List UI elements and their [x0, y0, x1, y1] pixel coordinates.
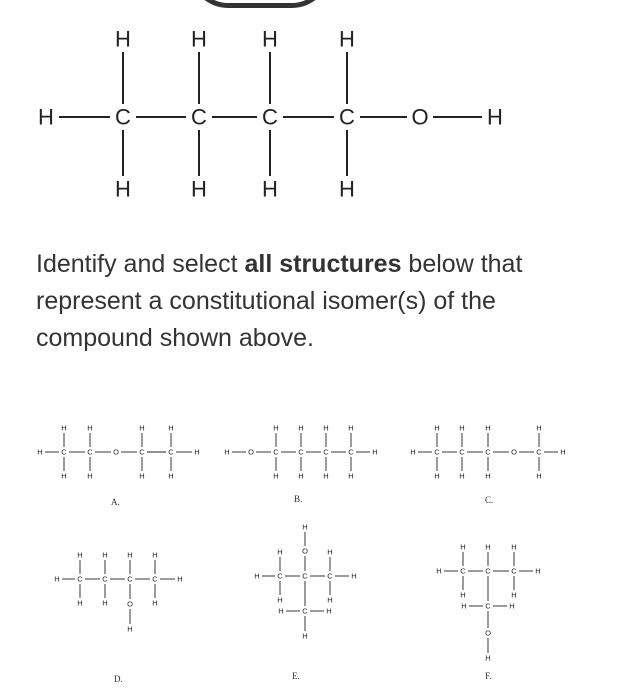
opt-b-atom-h: H: [224, 447, 230, 457]
opt-c-atom-h: H: [536, 423, 542, 433]
opt-a-atom-h: H: [87, 423, 93, 433]
main-atom-h: H: [38, 104, 54, 130]
opt-a-atom-h: H: [168, 423, 174, 433]
opt-a-atom-c: C: [168, 447, 174, 457]
opt-e-atom-h: H: [327, 547, 333, 557]
opt-e-atom-h: H: [277, 547, 283, 557]
option-f-label[interactable]: F.: [485, 671, 492, 681]
opt-b-atom-h: H: [323, 423, 329, 433]
opt-f-atom-c: C: [511, 566, 517, 576]
opt-d-atom-h: H: [127, 550, 133, 560]
opt-c-atom-c: C: [459, 447, 465, 457]
opt-b-atom-h: H: [273, 423, 279, 433]
opt-f-atom-c: C: [460, 566, 466, 576]
opt-e-atom-c: C: [302, 606, 308, 616]
opt-d-atom-h: H: [177, 574, 183, 584]
opt-f-atom-h: H: [436, 566, 442, 576]
opt-d-atom-h: H: [152, 550, 158, 560]
opt-c-atom-h: H: [434, 423, 440, 433]
opt-a-atom-h: H: [194, 447, 200, 457]
opt-f-atom-c: C: [485, 566, 491, 576]
opt-f-atom-h: H: [461, 601, 467, 611]
opt-a-atom-c: C: [61, 447, 67, 457]
option-b-label[interactable]: B.: [294, 494, 303, 504]
opt-f-atom-h: H: [485, 653, 491, 663]
opt-c-atom-o: O: [511, 447, 517, 457]
opt-c-atom-h: H: [434, 471, 440, 481]
opt-b-atom-c: C: [348, 447, 354, 457]
opt-d-atom-h: H: [54, 574, 60, 584]
main-atom-h: H: [191, 176, 207, 202]
opt-b-atom-h: H: [298, 423, 304, 433]
option-c-label[interactable]: C.: [485, 495, 494, 505]
opt-c-atom-h: H: [410, 447, 416, 457]
opt-a-atom-h: H: [139, 471, 145, 481]
opt-c-atom-c: C: [536, 447, 542, 457]
opt-b-atom-h: H: [298, 471, 304, 481]
opt-d-atom-h: H: [152, 598, 158, 608]
opt-c-atom-h: H: [536, 471, 542, 481]
opt-b-atom-h: H: [273, 471, 279, 481]
option-a-label[interactable]: A.: [111, 497, 120, 507]
opt-e-atom-h: H: [326, 606, 332, 616]
opt-e-atom-h: H: [327, 595, 333, 605]
opt-b-atom-c: C: [323, 447, 329, 457]
main-atom-h: H: [339, 26, 355, 52]
main-atom-c: C: [191, 104, 207, 130]
opt-f-atom-h: H: [535, 566, 541, 576]
opt-f-atom-h: H: [511, 590, 517, 600]
opt-a-atom-h: H: [37, 447, 43, 457]
main-atom-h: H: [339, 176, 355, 202]
opt-e-atom-h: H: [278, 606, 284, 616]
main-atom-h: H: [487, 104, 503, 130]
opt-b-atom-h: H: [348, 471, 354, 481]
opt-a-atom-h: H: [139, 423, 145, 433]
opt-b-atom-h: H: [323, 471, 329, 481]
opt-c-atom-h: H: [485, 423, 491, 433]
main-atom-h: H: [191, 26, 207, 52]
opt-e-atom-c: C: [302, 571, 308, 581]
opt-c-atom-c: C: [434, 447, 440, 457]
opt-f-atom-o: O: [485, 628, 491, 638]
opt-b-atom-c: C: [273, 447, 279, 457]
main-atom-h: H: [262, 26, 278, 52]
question-part1: Identify and select: [36, 250, 245, 278]
main-atom-h: H: [115, 26, 131, 52]
opt-f-atom-h: H: [509, 601, 515, 611]
opt-b-atom-o: O: [248, 447, 254, 457]
opt-a-atom-h: H: [87, 471, 93, 481]
opt-c-atom-h: H: [459, 423, 465, 433]
opt-c-atom-h: H: [485, 471, 491, 481]
opt-e-atom-h: H: [277, 595, 283, 605]
opt-a-atom-h: H: [61, 423, 67, 433]
opt-e-atom-c: C: [327, 571, 333, 581]
opt-f-atom-h: H: [511, 542, 517, 552]
opt-d-atom-c: C: [152, 574, 158, 584]
opt-d-atom-h: H: [102, 550, 108, 560]
opt-d-atom-c: C: [77, 574, 83, 584]
main-atom-h: H: [115, 176, 131, 202]
main-atom-c: C: [339, 104, 355, 130]
opt-f-atom-h: H: [460, 590, 466, 600]
main-atom-h: H: [262, 176, 278, 202]
opt-d-atom-h: H: [102, 598, 108, 608]
opt-b-atom-h: H: [348, 423, 354, 433]
opt-e-atom-h: H: [302, 631, 308, 641]
option-d-label[interactable]: D.: [114, 674, 123, 684]
option-e-label[interactable]: E.: [292, 671, 300, 681]
opt-e-atom-c: C: [277, 571, 283, 581]
main-atom-o: O: [411, 104, 429, 130]
opt-e-atom-h: H: [351, 571, 357, 581]
main-atom-c: C: [115, 104, 131, 130]
opt-f-atom-h: H: [460, 542, 466, 552]
opt-a-atom-o: O: [113, 447, 119, 457]
opt-c-atom-c: C: [485, 447, 491, 457]
opt-a-atom-c: C: [87, 447, 93, 457]
opt-f-atom-c: C: [485, 601, 491, 611]
opt-e-atom-o: O: [302, 546, 308, 556]
opt-d-atom-c: C: [127, 574, 133, 584]
question-bold: all structures: [244, 250, 402, 278]
opt-e-atom-h: H: [254, 571, 260, 581]
question-part2: below that represent a constitutional isomer(s) of the compound shown above.: [36, 250, 523, 352]
opt-b-atom-c: C: [298, 447, 304, 457]
opt-a-atom-h: H: [168, 471, 174, 481]
opt-d-atom-h: H: [127, 624, 133, 634]
opt-d-atom-c: C: [102, 574, 108, 584]
main-atom-c: C: [262, 104, 278, 130]
opt-f-atom-h: H: [485, 542, 491, 552]
opt-c-atom-h: H: [560, 447, 566, 457]
opt-b-atom-h: H: [372, 447, 378, 457]
opt-a-atom-c: C: [139, 447, 145, 457]
opt-d-atom-h: H: [77, 598, 83, 608]
opt-c-atom-h: H: [459, 471, 465, 481]
opt-e-atom-h: H: [302, 522, 308, 532]
opt-d-atom-h: H: [77, 550, 83, 560]
opt-a-atom-h: H: [61, 471, 67, 481]
opt-d-atom-o: O: [127, 599, 133, 609]
